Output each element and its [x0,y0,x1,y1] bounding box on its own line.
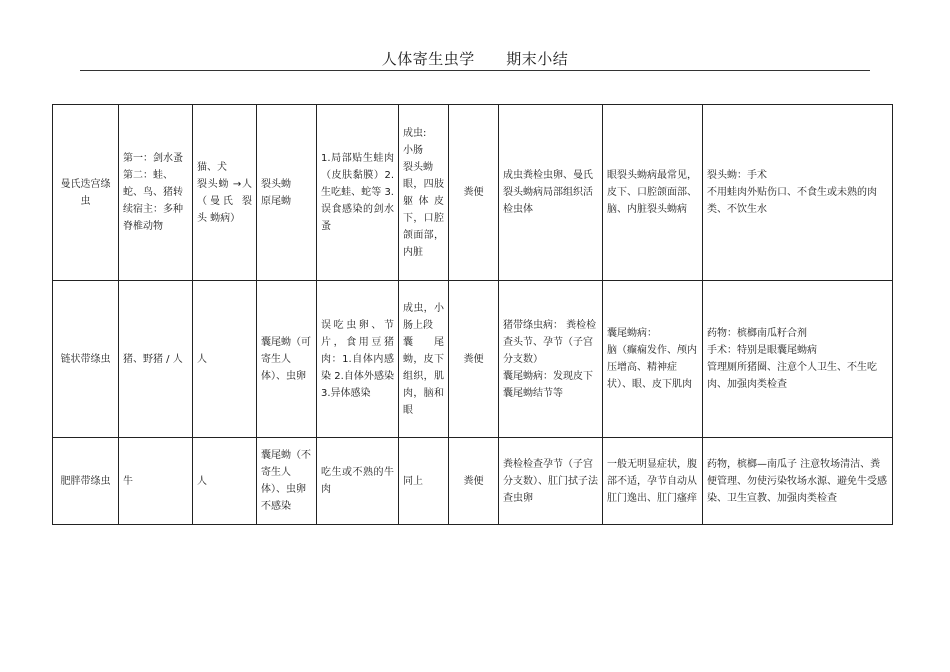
cell-hosts: 第一：剑水蚤 第二：蛙、蛇、鸟、猪转续宿主：多种脊椎动物 [119,105,193,281]
cell-name: 曼氏迭宫绦虫 [53,105,119,281]
cell-name: 链状带绦虫 [53,281,119,438]
cell-treatment: 裂头蚴：手术 不用蛙肉外贴伤口、不食生或未熟的肉类、不饮生水 [703,105,893,281]
cell-final-host: 人 [193,281,257,438]
cell-hosts: 猪、野猪 / 人 [119,281,193,438]
cell-diagnosis: 猪带绦虫病： 粪检检查头节、孕节（子宫分支数） 囊尾蚴病：发现皮下囊尾蚴结节等 [499,281,603,438]
header-rule [80,70,870,71]
cell-sample: 粪便 [449,281,499,438]
cell-treatment: 药物，槟榔—南瓜子 注意牧场清洁、粪便管理、勿使污染牧场水源、避免牛受感染、卫生宣教、加强肉类检查 [703,438,893,525]
cell-stage: 裂头蚴 原尾蚴 [257,105,317,281]
cell-diagnosis: 成虫粪检虫卵、曼氏裂头蚴病局部组织活检虫体 [499,105,603,281]
cell-site: 成虫，小肠上段 囊 尾 蚴，皮下 组织，肌肉，脑和眼 [399,281,449,438]
cell-final-host: 猫、犬 裂头蚴 →人（曼氏 裂 头 蚴病） [193,105,257,281]
cell-treatment: 药物：槟榔南瓜籽合剂 手术：特别是眼囊尾蚴病 管理厕所猪圈、注意个人卫生、不生吃肉、加强肉类检查 [703,281,893,438]
cell-stage: 囊尾蚴（可寄生人体）、虫卵 [257,281,317,438]
table-body [53,105,893,525]
cell-diagnosis: 粪检检查孕节（子宫分支数）、肛门拭子法查虫卵 [499,438,603,525]
cell-final-host: 人 [193,438,257,525]
table-row [53,438,893,525]
cell-sample: 粪便 [449,105,499,281]
cell-infection: 误吃虫卵、节片，食用豆猪肉：1.自体内感染 2.自体外感染 3.异体感染 [317,281,399,438]
cell-site: 同上 [399,438,449,525]
cell-pathology: 一般无明显症状，腹部不适，孕节自动从肛门逸出、肛门瘙痒 [603,438,703,525]
cell-infection: 1.局部贴生蛙肉（皮肤黏膜）2.生吃蛙、蛇等 3.误食感染的剑水蚤 [317,105,399,281]
parasite-summary-table [52,104,893,525]
cell-stage: 囊尾蚴（不寄生人体）、虫卵不感染 [257,438,317,525]
cell-pathology: 眼裂头蚴病最常见，皮下、口腔颌面部、脑、内脏裂头蚴病 [603,105,703,281]
cell-site: 成虫: 小肠 裂头蚴 眼，四肢躯体皮下，口腔颌面部，内脏 [399,105,449,281]
cell-pathology: 囊尾蚴病： 脑（癫痫发作、颅内压增高、精神症状）、眼、皮下肌肉 [603,281,703,438]
cell-infection: 吃生或不熟的牛肉 [317,438,399,525]
cell-sample: 粪便 [449,438,499,525]
cell-hosts: 牛 [119,438,193,525]
page-title: 人体寄生虫学 期末小结 [381,50,569,68]
table-row [53,281,893,438]
table-row [53,105,893,281]
cell-name: 肥胖带绦虫 [53,438,119,525]
